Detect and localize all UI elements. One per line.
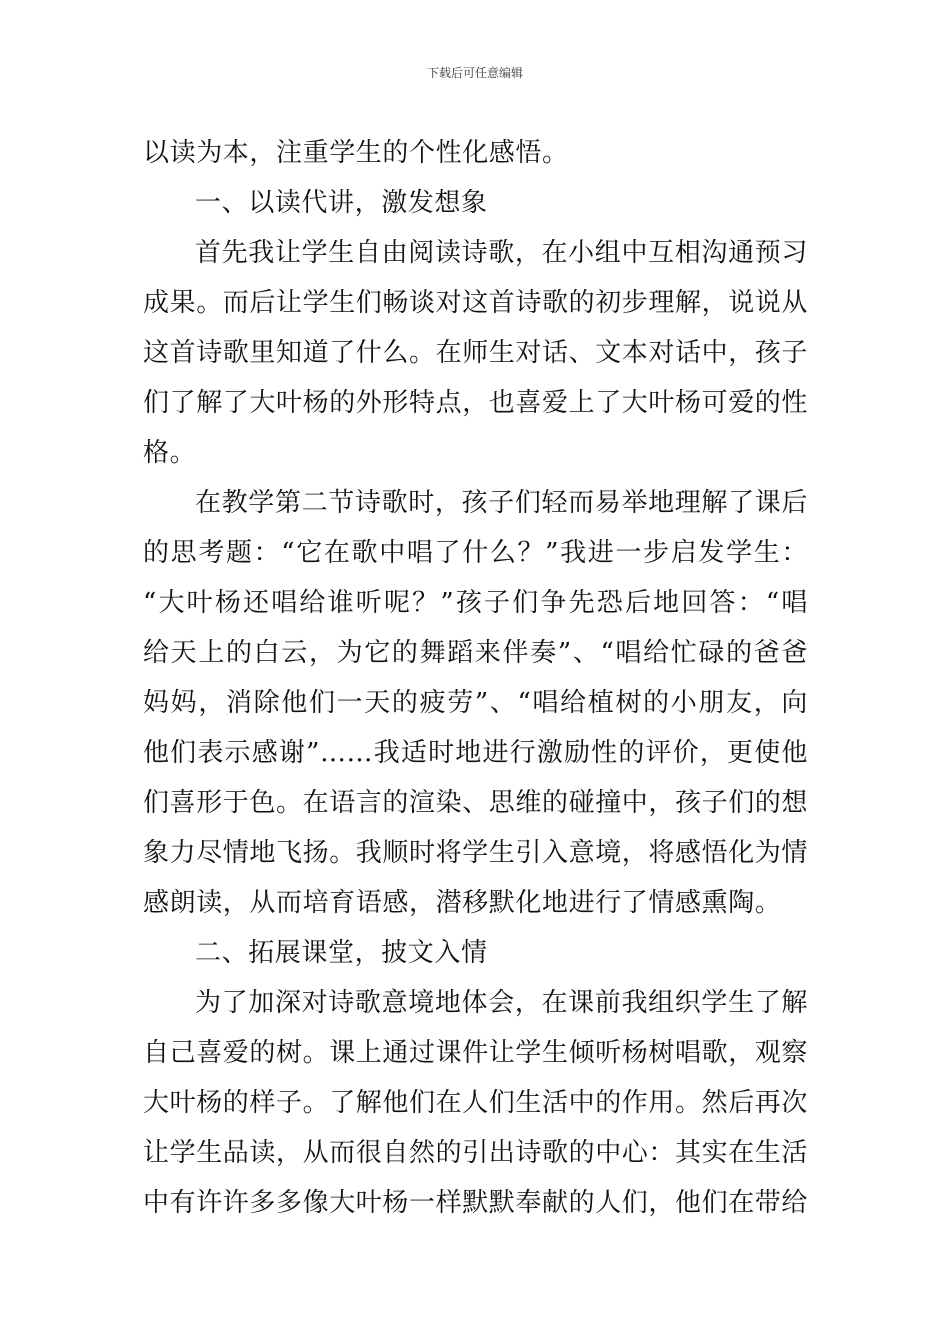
- text-line: 这首诗歌里知道了什么。在师生对话、文本对话中，孩子: [143, 338, 809, 368]
- text-line: “大叶杨还唱给谁听呢？”孩子们争先恐后地回答：“唱: [143, 588, 808, 618]
- section-heading: 一、以读代讲，激发想象: [195, 188, 488, 218]
- text-line: 让学生品读，从而很自然的引出诗歌的中心：其实在生活: [143, 1138, 809, 1168]
- text-line: 大叶杨的样子。了解他们在人们生活中的作用。然后再次: [143, 1088, 809, 1118]
- text-line: 成果。而后让学生们畅谈对这首诗歌的初步理解，说说从: [143, 288, 809, 318]
- text-line: 格。: [143, 438, 197, 468]
- section-heading: 二、拓展课堂，披文入情: [195, 938, 488, 968]
- document-body: [143, 128, 808, 1228]
- text-line: 的思考题：“它在歌中唱了什么？”我进一步启发学生：: [143, 538, 808, 568]
- text-line: 为了加深对诗歌意境地体会，在课前我组织学生了解: [195, 988, 808, 1018]
- text-line: 在教学第二节诗歌时，孩子们轻而易举地理解了课后: [195, 488, 808, 518]
- text-line: 以读为本，注重学生的个性化感悟。: [143, 138, 569, 168]
- text-line: 们了解了大叶杨的外形特点，也喜爱上了大叶杨可爱的性: [143, 388, 809, 418]
- text-line: 给天上的白云，为它的舞蹈来伴奏”、“唱给忙碌的爸爸: [143, 638, 808, 668]
- text-line: 们喜形于色。在语言的渲染、思维的碰撞中，孩子们的想: [143, 788, 809, 818]
- page-header: 下载后可任意编辑: [426, 66, 523, 80]
- text-line: 他们表示感谢”……我适时地进行激励性的评价，更使他: [143, 738, 808, 768]
- text-line: 中有许许多多像大叶杨一样默默奉献的人们，他们在带给: [143, 1188, 809, 1218]
- text-line: 感朗读，从而培育语感，潜移默化地进行了情感熏陶。: [143, 888, 782, 918]
- text-line: 妈妈，消除他们一天的疲劳”、“唱给植树的小朋友，向: [143, 688, 808, 718]
- text-line: 象力尽情地飞扬。我顺时将学生引入意境，将感悟化为情: [143, 838, 809, 868]
- text-line: 首先我让学生自由阅读诗歌，在小组中互相沟通预习: [195, 238, 808, 268]
- text-line: 自己喜爱的树。课上通过课件让学生倾听杨树唱歌，观察: [143, 1038, 809, 1068]
